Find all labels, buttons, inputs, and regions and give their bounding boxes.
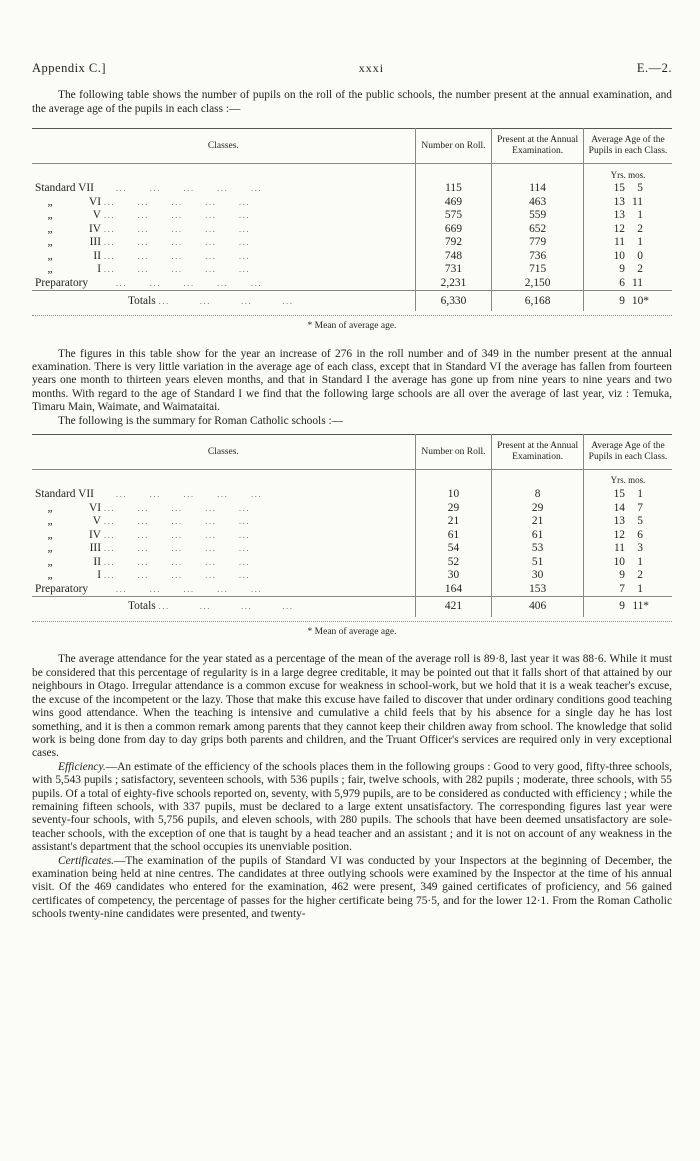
present-value: 153 (492, 583, 584, 597)
roll-value: 731 (415, 263, 492, 277)
col-age: Average Age of the Pupils in each Class. (584, 129, 673, 164)
roll-value: 30 (415, 569, 492, 583)
units-row (32, 164, 672, 183)
header-page-number: xxxi (358, 61, 385, 75)
age-months: 2 (637, 263, 643, 276)
table-row: Standard VII ... ... ... ... ... 10 8 15 1 (32, 488, 672, 502)
roman-catholic-rows (32, 470, 672, 618)
roll-value: 164 (415, 583, 492, 597)
intro-paragraph: The following table shows the number of pupils on the roll of the public schools, the number present at the annual examination, and the average age of the pupils in each class :— (32, 89, 672, 115)
age-months: 1 (637, 488, 643, 501)
roll-value: 21 (415, 515, 492, 529)
class-label: V (92, 209, 101, 222)
age-months: 2 (637, 222, 643, 235)
table-header-row (32, 129, 672, 164)
class-label: Standard VII (35, 488, 94, 501)
totals-row: Totals ... ... ... ... 6,330 6,168 9 10* (32, 291, 672, 312)
age-years: 9 (619, 263, 625, 276)
table-row: Preparatory ... ... ... ... ... 164 153 7 1 (32, 583, 672, 597)
page-header (32, 62, 672, 75)
age-months: 1 (637, 582, 643, 595)
age-years: 14 (613, 501, 625, 514)
roll-total: 421 (415, 597, 492, 618)
table-row: „ II ... ... ... ... ... 52 51 10 1 (32, 556, 672, 570)
age-months: 7 (637, 501, 643, 514)
age-months: 6 (637, 528, 643, 541)
paragraph-attendance: The average attendance for the year stated as a percentage of the mean of the average roll is 89·8, last year it was 88·6. While it must be considered that this percentage of regularity is in a large degree creditable, it may be pointed out that it falls short of that attained by our neighbours in Otago. Irregular attendance is a common excuse for weakness in school-work, but we hold that it is a weak teacher's excuse, the excuse of the incompetent or the lazy. Those that make this excuse have failed to discover that under ordinary conditions good teaching wins good attendance. When the teaching is intensive and cumulative a child feels that by his absence for a single day he has lost something, and it is then a common remark among parents that they cannot keep their children away from school. The knowledge that solid work is being done from day to day grips both parents and children, and the Truant Officer's services are required only in very exceptional cases. (32, 653, 672, 760)
age-months: 3 (637, 542, 643, 555)
col-roll: Number on Roll. (415, 435, 492, 470)
roll-value: 10 (415, 488, 492, 502)
roll-value: 669 (415, 223, 492, 237)
ditto-mark: „ (47, 209, 53, 222)
class-label: V (92, 515, 101, 528)
age-years: 11 (614, 236, 625, 249)
table-row: „ II ... ... ... ... ... 748 736 10 0 (32, 250, 672, 264)
roll-value: 52 (415, 556, 492, 570)
age-years: 13 (613, 209, 625, 222)
roman-catholic-table (32, 434, 672, 617)
table-row: „ III ... ... ... ... ... 54 53 11 3 (32, 542, 672, 556)
table-row: „ IV ... ... ... ... ... 61 61 12 6 (32, 529, 672, 543)
certificates-heading: Certificates. (58, 854, 114, 867)
age-months: 1 (637, 236, 643, 249)
age-years: 7 (619, 582, 625, 595)
table-row: „ I ... ... ... ... ... 731 715 9 2 (32, 263, 672, 277)
roll-value: 575 (415, 209, 492, 223)
class-label: II (93, 249, 101, 262)
present-value: 463 (492, 196, 584, 210)
age-years: 11 (614, 542, 625, 555)
table-row: „ VI ... ... ... ... ... 29 29 14 7 (32, 502, 672, 516)
age-units: Yrs. mos. (584, 470, 673, 489)
age-years: 10 (613, 249, 625, 262)
class-label: IV (88, 528, 101, 541)
age-months: 0 (637, 249, 643, 262)
age-months: 5 (637, 182, 643, 195)
age-years: 9 (619, 569, 625, 582)
age-years: 13 (613, 195, 625, 208)
totals-label: Totals (128, 600, 156, 613)
ditto-mark: „ (47, 528, 53, 541)
ditto-mark: „ (47, 501, 53, 514)
class-label: IV (88, 222, 101, 235)
class-label: Preparatory (35, 276, 89, 289)
present-value: 30 (492, 569, 584, 583)
present-value: 114 (492, 182, 584, 196)
table-row: „ IV ... ... ... ... ... 669 652 12 2 (32, 223, 672, 237)
age-months: 5 (637, 515, 643, 528)
age-months-total: 11* (632, 600, 649, 613)
age-years: 15 (613, 488, 625, 501)
table-row: „ I ... ... ... ... ... 30 30 9 2 (32, 569, 672, 583)
present-value: 736 (492, 250, 584, 264)
roll-value: 54 (415, 542, 492, 556)
age-years: 12 (613, 222, 625, 235)
age-months: 2 (637, 569, 643, 582)
age-years: 12 (613, 528, 625, 541)
present-total: 6,168 (492, 291, 584, 312)
ditto-mark: „ (47, 249, 53, 262)
present-value: 61 (492, 529, 584, 543)
class-label: II (93, 555, 101, 568)
class-label: Standard VII (35, 182, 94, 195)
present-total: 406 (492, 597, 584, 618)
paragraph-rc-intro: The following is the summary for Roman Catholic schools :— (58, 414, 344, 427)
age-months: 1 (637, 555, 643, 568)
roll-value: 115 (415, 182, 492, 196)
age-months: 11 (632, 195, 643, 208)
paragraph-efficiency (32, 761, 672, 855)
table-header-row (32, 435, 672, 470)
class-label: III (89, 542, 101, 555)
table2-footnote: * Mean of average age. (307, 627, 397, 638)
paragraph-certificates (32, 855, 672, 922)
table-row: „ V ... ... ... ... ... 575 559 13 1 (32, 209, 672, 223)
ditto-mark: „ (47, 263, 53, 276)
present-value: 779 (492, 236, 584, 250)
public-schools-table (32, 128, 672, 311)
age-years: 10 (613, 555, 625, 568)
age-months-total: 10* (631, 294, 649, 307)
roll-value: 29 (415, 502, 492, 516)
table-row: „ III ... ... ... ... ... 792 779 11 1 (32, 236, 672, 250)
age-months: 11 (632, 276, 643, 289)
col-classes: Classes. (207, 140, 239, 151)
ditto-mark: „ (47, 222, 53, 235)
class-label: III (89, 236, 101, 249)
col-roll: Number on Roll. (415, 129, 492, 164)
units-row (32, 470, 672, 489)
col-present: Present at the Annual Examination. (492, 435, 584, 470)
efficiency-text: —An estimate of the efficiency of the schools places them in the following groups : Good to very good, fifty-three schools, with 5,543 pupils ; satisfactory, seventeen schools, with 536 pupils ; fair, twelve schools, with 282 pupils ; moderate, three schools, with 55 pupils. Of a total of eighty-five schools reported on, seventy, with 5,979 pupils, are to be considered as conducted with efficiency ; while the remaining fifteen schools, with 337 pupils, must be declared to a large extent unsatisfactory. The corresponding figures last year were seventy-four schools, with 5,756 pupils, and eleven schools, with 280 pupils. The schools that have been deemed unsatisfactory are sole-teacher schools, with the exception of one that is taught by a head teacher and an assistant ; and it is not on account of any weakness in the assistant's department that the school occupies its unenviable position. (32, 760, 672, 854)
header-appendix: Appendix C.] (32, 61, 107, 75)
age-months: 1 (637, 209, 643, 222)
roll-value: 61 (415, 529, 492, 543)
table1-footnote: * Mean of average age. (307, 321, 397, 332)
roll-value: 469 (415, 196, 492, 210)
age-units: Yrs. mos. (584, 164, 673, 183)
present-value: 21 (492, 515, 584, 529)
present-value: 715 (492, 263, 584, 277)
table-row: Preparatory ... ... ... ... ... 2,231 2,150 6 11 (32, 277, 672, 291)
roll-value: 792 (415, 236, 492, 250)
paragraph-figures: The figures in this table show for the year an increase of 276 in the roll number and of 349 in the number present at the annual examination. There is very little variation in the average age of each class, except that in Standard VI the average has fallen from fourteen years one month to thirteen years eleven months, and that in Standard I the average has gone up from nine years to nine years and two months. With regard to the age of Standard I we find that the following large schools are all over the average of last year, viz : Temuka, Timaru Main, Waimate, and Waimataitai. (32, 347, 672, 414)
ditto-mark: „ (47, 195, 53, 208)
age-years: 13 (613, 515, 625, 528)
ditto-mark: „ (47, 569, 53, 582)
public-schools-rows (32, 164, 672, 312)
ditto-mark: „ (47, 236, 53, 249)
header-reference: E.—2. (636, 61, 672, 75)
table-row: Standard VII ... ... ... ... ... 115 114 15 5 (32, 182, 672, 196)
age-years: 15 (613, 182, 625, 195)
class-label: I (97, 263, 101, 276)
document-page (32, 0, 672, 922)
totals-row: Totals ... ... ... ... 421 406 9 11* (32, 597, 672, 618)
ditto-mark: „ (47, 542, 53, 555)
ditto-mark: „ (47, 515, 53, 528)
col-age: Average Age of the Pupils in each Class. (584, 435, 673, 470)
certificates-text: —The examination of the pupils of Standard VI was conducted by your Inspectors at the beginning of December, the examination being held at nine centres. The candidates at three outlying schools were examined by the Inspector at the time of his annual visit. Of the 469 candidates who entered for the examination, 462 were present, 349 gained certificates of proficiency, and 56 gained certificates of competency, the percentage of passes for the higher certificate being 75·5, and for the lower 12·1. From the Roman Catholic schools twenty-nine candidates were presented, and twenty- (32, 854, 672, 921)
present-value: 53 (492, 542, 584, 556)
present-value: 8 (492, 488, 584, 502)
table-row: „ VI ... ... ... ... ... 469 463 13 11 (32, 196, 672, 210)
present-value: 652 (492, 223, 584, 237)
class-label: Preparatory (35, 582, 89, 595)
age-years-total: 9 (619, 600, 625, 613)
totals-label: Totals (128, 294, 156, 307)
present-value: 559 (492, 209, 584, 223)
roll-value: 2,231 (415, 277, 492, 291)
col-present: Present at the Annual Examination. (492, 129, 584, 164)
class-label: VI (88, 195, 101, 208)
ditto-mark: „ (47, 555, 53, 568)
col-classes: Classes. (207, 446, 239, 457)
class-label: VI (88, 501, 101, 514)
present-value: 51 (492, 556, 584, 570)
present-value: 2,150 (492, 277, 584, 291)
age-years: 6 (619, 276, 625, 289)
age-years-total: 9 (619, 294, 625, 307)
table-row: „ V ... ... ... ... ... 21 21 13 5 (32, 515, 672, 529)
roll-total: 6,330 (415, 291, 492, 312)
efficiency-heading: Efficiency. (58, 760, 106, 773)
roll-value: 748 (415, 250, 492, 264)
present-value: 29 (492, 502, 584, 516)
class-label: I (97, 569, 101, 582)
